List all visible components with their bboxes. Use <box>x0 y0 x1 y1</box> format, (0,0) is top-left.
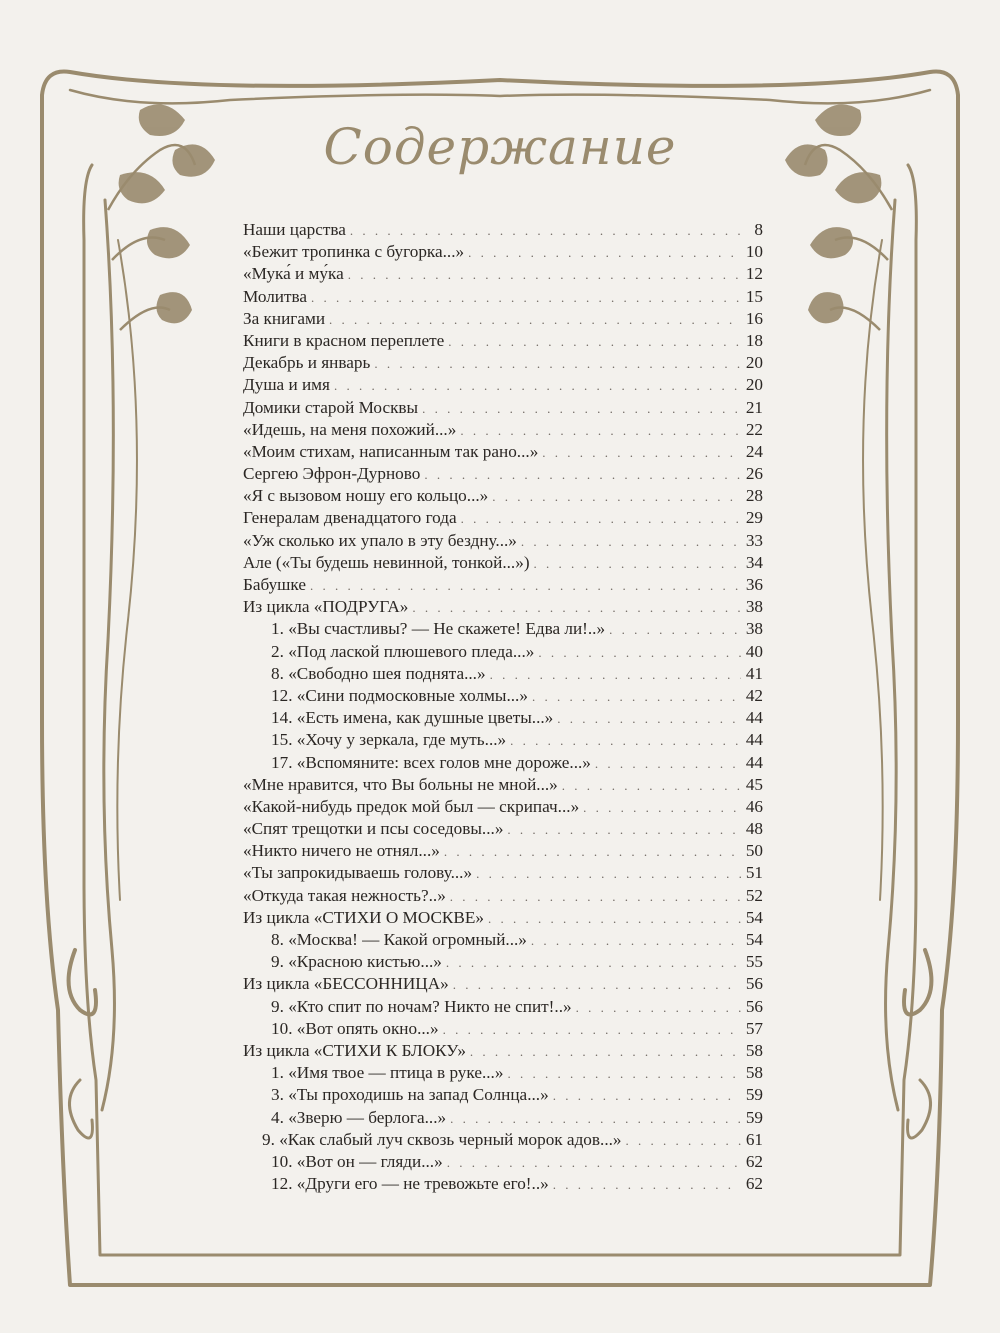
toc-entry-page: 58 <box>745 1040 763 1060</box>
toc-entry-page: 59 <box>745 1107 763 1127</box>
toc-entry-title: Молитва <box>243 286 308 306</box>
toc-entry <box>243 374 763 396</box>
dot-leader <box>553 1174 741 1196</box>
toc-entry-page: 15 <box>745 286 763 306</box>
toc-entry-title: 17. «Вспомяните: всех голов мне дороже...» <box>271 752 591 772</box>
dot-leader <box>446 952 741 974</box>
dot-leader <box>626 1130 741 1152</box>
toc-entry-title: Из цикла «ПОДРУГА» <box>243 597 409 617</box>
dot-leader <box>329 309 741 331</box>
toc-entry-page: 18 <box>745 330 763 350</box>
toc-entry-title: «Мука́ и му́ка <box>243 264 344 284</box>
toc-entry-page: 33 <box>745 530 763 550</box>
toc-entry-page: 50 <box>745 841 763 861</box>
dot-leader <box>460 420 741 442</box>
toc-entry-title: Домики старой Москвы <box>243 397 419 417</box>
toc-entry-page: 51 <box>745 863 763 883</box>
toc-entry-page: 29 <box>745 508 763 528</box>
dot-leader <box>553 1085 741 1107</box>
toc-entry-title: Декабрь и январь <box>243 353 371 373</box>
toc-entry-page: 62 <box>745 1174 763 1194</box>
toc-entry-page: 54 <box>745 907 763 927</box>
toc-entry <box>243 1107 763 1129</box>
toc-entry-page: 21 <box>745 397 763 417</box>
dot-leader <box>350 220 741 242</box>
dot-leader <box>450 1108 741 1130</box>
toc-entry <box>243 1084 763 1106</box>
toc-entry-title: «Моим стихам, написанным так рано...» <box>243 441 539 461</box>
toc-entry-page: 38 <box>745 619 763 639</box>
toc-entry <box>243 1062 763 1084</box>
toc-entry <box>243 618 763 640</box>
dot-leader <box>542 442 741 464</box>
toc-entry-page: 40 <box>745 641 763 661</box>
toc-entry <box>243 1173 763 1195</box>
toc-entry <box>243 574 763 596</box>
toc-entry-title: Из цикла «БЕССОННИЦА» <box>243 974 449 994</box>
toc-entry-title: «Бежит тропинка с бугорка...» <box>243 242 465 262</box>
dot-leader <box>492 486 741 508</box>
toc-entry-page: 59 <box>745 1085 763 1105</box>
toc-entry-page: 48 <box>745 819 763 839</box>
toc-entry <box>243 796 763 818</box>
dot-leader <box>444 841 741 863</box>
toc-entry <box>243 397 763 419</box>
toc-entry-title: «Ты запрокидываешь голову...» <box>243 863 473 883</box>
toc-entry <box>243 552 763 574</box>
toc-entry-page: 44 <box>745 752 763 772</box>
toc-entry-page: 24 <box>745 441 763 461</box>
dot-leader <box>443 1019 741 1041</box>
toc-entry-page: 22 <box>745 419 763 439</box>
toc-entry-title: 1. «Вы счастливы? — Не скажете! Едва ли!..» <box>271 619 606 639</box>
dot-leader <box>453 974 741 996</box>
toc-entry-title: Из цикла «СТИХИ О МОСКВЕ» <box>243 907 484 927</box>
toc-entry-page: 28 <box>745 486 763 506</box>
dot-leader <box>510 730 741 752</box>
toc-entry <box>243 1018 763 1040</box>
toc-entry-title: 10. «Вот опять окно...» <box>271 1018 439 1038</box>
toc-entry-page: 58 <box>745 1063 763 1083</box>
dot-leader <box>490 664 741 686</box>
dot-leader <box>447 1152 741 1174</box>
toc-entry-title: «Спят трещотки и псы соседовы...» <box>243 819 504 839</box>
toc-entry-title: «Уж сколько их упало в эту бездну...» <box>243 530 517 550</box>
toc-entry <box>243 507 763 529</box>
toc-entry-page: 10 <box>745 242 763 262</box>
toc-entry <box>243 308 763 330</box>
dot-leader <box>534 553 741 575</box>
toc-entry-title: «Я с вызовом ношу его кольцо...» <box>243 486 489 506</box>
toc-entry <box>243 485 763 507</box>
toc-entry-title: Але («Ты будешь невинной, тонкой...») <box>243 552 530 572</box>
toc-entry-page: 34 <box>745 552 763 572</box>
toc-entry <box>243 286 763 308</box>
toc-entry-title: Бабушке <box>243 575 306 594</box>
toc-entry-title: Наши царства <box>243 220 346 239</box>
toc-entry-page: 36 <box>745 575 763 594</box>
dot-leader <box>507 819 741 841</box>
toc-entry-title: 2. «Под лаской плюшевого пледа...» <box>271 641 535 661</box>
toc-entry <box>243 951 763 973</box>
toc-entry-page: 56 <box>745 996 763 1016</box>
dot-leader <box>468 242 741 264</box>
toc-entry <box>243 774 763 796</box>
toc-entry-page: 26 <box>745 464 763 484</box>
toc-entry <box>243 862 763 884</box>
toc-entry-page: 56 <box>745 974 763 994</box>
toc-entry-page: 61 <box>745 1129 763 1149</box>
dot-leader <box>374 353 741 375</box>
dot-leader <box>448 331 741 353</box>
dot-leader <box>531 930 741 952</box>
toc-entry <box>243 973 763 995</box>
toc-entry-title: «Какой-нибудь предок мой был — скрипач...» <box>243 796 580 816</box>
toc-entry <box>243 330 763 352</box>
dot-leader <box>538 642 741 664</box>
table-of-contents <box>243 219 763 1195</box>
toc-entry-title: Из цикла «СТИХИ К БЛОКУ» <box>243 1040 466 1060</box>
toc-entry-page: 41 <box>745 663 763 683</box>
dot-leader <box>310 575 741 597</box>
toc-entry <box>243 419 763 441</box>
toc-entry-page: 44 <box>745 708 763 728</box>
toc-entry <box>243 663 763 685</box>
toc-entry <box>243 929 763 951</box>
toc-entry <box>243 752 763 774</box>
dot-leader <box>450 886 741 908</box>
toc-entry-title: «Никто ничего не отнял...» <box>243 841 440 861</box>
dot-leader <box>521 531 741 553</box>
toc-entry <box>243 241 763 263</box>
toc-entry-title: Генералам двенадцатого года <box>243 508 457 528</box>
toc-entry-title: 15. «Хочу у зеркала, где муть...» <box>271 730 507 750</box>
toc-entry-page: 20 <box>745 375 763 395</box>
toc-entry-title: 4. «Зверю — берлога...» <box>271 1107 447 1127</box>
toc-entry-page: 46 <box>745 796 763 816</box>
toc-entry-page: 62 <box>745 1151 763 1171</box>
toc-entry-page: 54 <box>745 930 763 949</box>
dot-leader <box>424 464 741 486</box>
toc-entry <box>243 707 763 729</box>
toc-entry-title: Душа и имя <box>243 375 330 395</box>
toc-entry <box>243 1129 763 1151</box>
dot-leader <box>595 753 741 775</box>
toc-entry-page: 38 <box>745 597 763 617</box>
dot-leader <box>311 287 741 309</box>
dot-leader <box>470 1041 741 1063</box>
dot-leader <box>609 619 741 641</box>
toc-entry <box>243 729 763 751</box>
toc-entry-title: 10. «Вот он — гляди...» <box>271 1151 443 1171</box>
toc-entry-title: 12. «Други его — не тревожьте его!..» <box>271 1174 549 1194</box>
toc-entry-title: 12. «Сини подмосковные холмы...» <box>271 685 528 705</box>
toc-entry <box>243 907 763 929</box>
toc-entry-page: 42 <box>745 685 763 705</box>
toc-entry <box>243 219 763 241</box>
toc-entry-title: 8. «Москва! — Какой огромный...» <box>271 930 527 949</box>
toc-entry <box>243 840 763 862</box>
toc-entry-title: 8. «Свободно шея поднята...» <box>271 663 486 683</box>
toc-entry-page: 52 <box>745 885 763 905</box>
toc-entry <box>243 463 763 485</box>
toc-entry-page: 44 <box>745 730 763 750</box>
toc-entry-title: 9. «Красною кистью...» <box>271 952 442 972</box>
toc-entry <box>243 352 763 374</box>
dot-leader <box>583 797 741 819</box>
toc-entry-title: «Откуда такая нежность?..» <box>243 885 446 905</box>
toc-entry-title: Книги в красном переплете <box>243 330 445 350</box>
dot-leader <box>562 775 741 797</box>
toc-entry-title: 9. «Кто спит по ночам? Никто не спит!..» <box>271 996 572 1016</box>
toc-entry-title: 14. «Есть имена, как душные цветы...» <box>271 708 554 728</box>
dot-leader <box>507 1063 741 1085</box>
toc-entry <box>243 530 763 552</box>
toc-entry <box>243 1040 763 1062</box>
toc-entry-title: «Идешь, на меня похожий...» <box>243 419 457 439</box>
toc-entry-page: 12 <box>745 264 763 284</box>
dot-leader <box>422 398 741 420</box>
toc-entry-title: «Мне нравится, что Вы больны не мной...» <box>243 774 558 794</box>
toc-entry-title: За книгами <box>243 308 326 328</box>
toc-entry-title: 1. «Имя твое — птица в руке...» <box>271 1063 504 1083</box>
dot-leader <box>488 908 741 930</box>
toc-entry <box>243 641 763 663</box>
dot-leader <box>348 264 741 286</box>
page-title: Содержание <box>323 118 677 176</box>
toc-entry <box>243 996 763 1018</box>
toc-entry <box>243 441 763 463</box>
toc-entry-title: Сергею Эфрон-Дурново <box>243 464 421 484</box>
toc-entry-page: 16 <box>745 308 763 328</box>
toc-entry-page: 20 <box>745 353 763 373</box>
toc-entry <box>243 1151 763 1173</box>
toc-entry <box>243 263 763 285</box>
dot-leader <box>576 997 741 1019</box>
dot-leader <box>557 708 741 730</box>
toc-entry-title: 3. «Ты проходишь на запад Солнца...» <box>271 1085 549 1105</box>
dot-leader <box>461 508 741 530</box>
toc-entry <box>243 818 763 840</box>
toc-entry-title: 9. «Как слабый луч сквозь черный морок адов...» <box>262 1129 622 1149</box>
dot-leader <box>412 597 741 619</box>
toc-entry-page: 55 <box>745 952 763 972</box>
dot-leader <box>532 686 741 708</box>
dot-leader <box>476 863 741 885</box>
dot-leader <box>334 375 741 397</box>
toc-entry-page: 45 <box>745 774 763 794</box>
toc-entry <box>243 685 763 707</box>
toc-entry-page: 57 <box>745 1018 763 1038</box>
toc-entry <box>243 596 763 618</box>
toc-entry-page: 8 <box>754 220 763 239</box>
toc-entry <box>243 885 763 907</box>
